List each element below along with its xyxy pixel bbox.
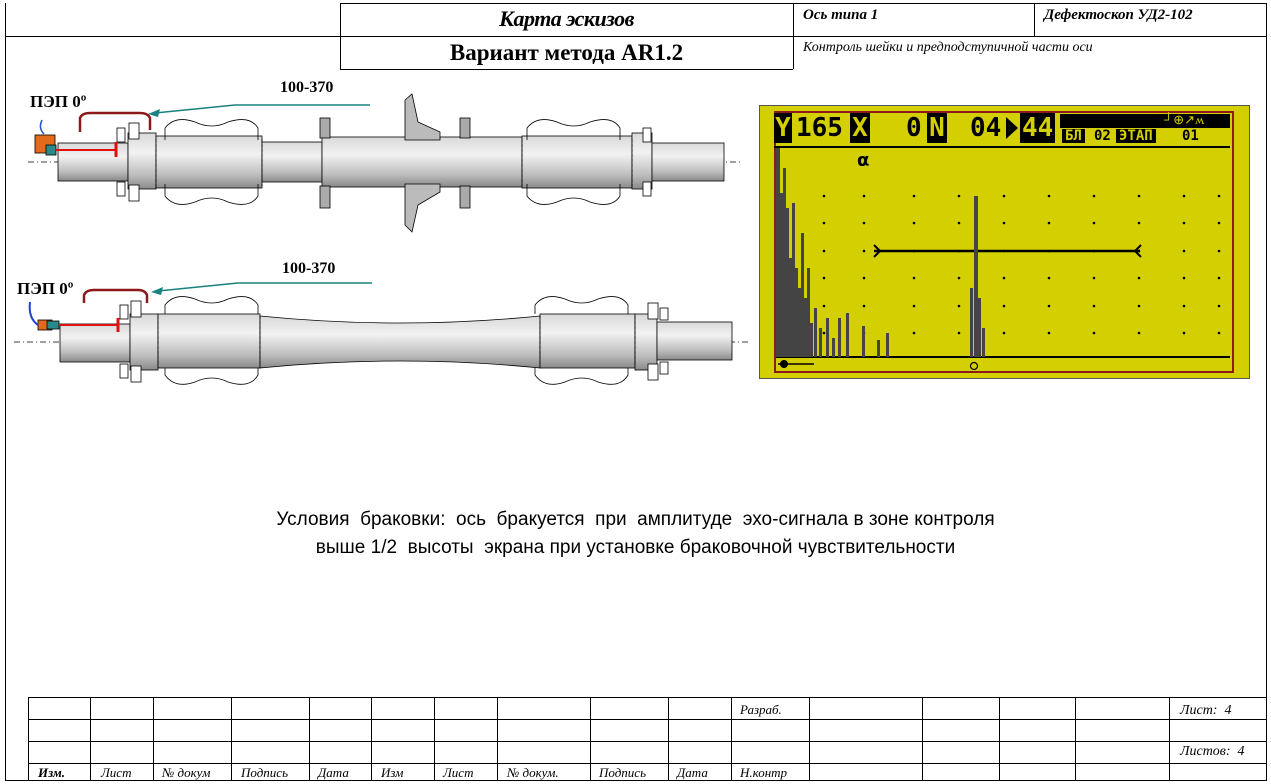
developer-label: Разраб. — [740, 702, 782, 717]
col-izm-2: Изм — [381, 765, 404, 780]
range-label-1: 100-370 — [280, 79, 334, 96]
status-icons: ┘⊕↗ʍ — [1164, 112, 1205, 127]
col-date: Дата — [318, 765, 349, 780]
range-label-2: 100-370 — [282, 260, 336, 277]
col-doc-number-2: № докум. — [507, 765, 559, 780]
axle-type: Ось типа 1 — [803, 7, 879, 23]
bl-value: 02 — [1094, 128, 1111, 144]
x-value: 0 — [906, 113, 922, 143]
detector-screen — [759, 105, 1250, 379]
right-value: 44 — [1022, 113, 1054, 143]
sheet-title: Карта эскизов — [499, 6, 634, 31]
sheet-number: Лист: 4 — [1180, 703, 1232, 718]
probe-label-1: ПЭП 0º — [30, 92, 87, 111]
col-list: Лист — [101, 765, 132, 780]
echo-signals — [776, 148, 985, 357]
axle-sketch-1 — [28, 94, 740, 232]
control-zone: Контроль шейки и предподступичной части оси — [803, 40, 1093, 55]
col-doc-number: № докум — [162, 765, 211, 780]
col-norm-control: Н.контр — [740, 765, 788, 780]
probe-label-2: ПЭП 0º — [17, 279, 74, 298]
sheet-count: Листов: 4 — [1180, 744, 1245, 759]
frame-right — [1266, 3, 1267, 781]
device-name: Дефектоскоп УД2-102 — [1044, 7, 1193, 23]
screen-status-bar: Y 165 X 0 N 04 44 ┘⊕↗ʍ БЛ 02 ЭТАП 01 — [774, 112, 1230, 144]
col-izm: Изм. — [38, 765, 66, 780]
stage-value: 01 — [1182, 128, 1199, 144]
axle-sketch-2 — [14, 283, 748, 384]
n-value: 04 — [970, 113, 1002, 143]
method-variant: Вариант метода AR1.2 — [449, 40, 684, 65]
frame-top — [340, 3, 1267, 4]
stage-label: ЭТАП — [1116, 129, 1156, 143]
a-scan-plot — [774, 148, 1232, 371]
y-value: 165 — [796, 113, 843, 143]
control-zone-bracket — [80, 113, 150, 132]
rejection-conditions-line-1: Условия браковки: ось бракуется при амплитуде эхо-сигнала в зоне контроля — [276, 509, 995, 530]
col-signature-2: Подпись — [599, 765, 646, 780]
col-list-2: Лист — [443, 765, 474, 780]
bl-label: БЛ — [1062, 129, 1085, 143]
col-date-2: Дата — [677, 765, 708, 780]
rejection-conditions-line-2: выше 1/2 высоты экрана при установке браковочной чувствительности — [315, 537, 956, 558]
col-signature: Подпись — [241, 765, 288, 780]
axle-sketches — [0, 75, 760, 395]
alpha-label: α — [857, 150, 870, 171]
